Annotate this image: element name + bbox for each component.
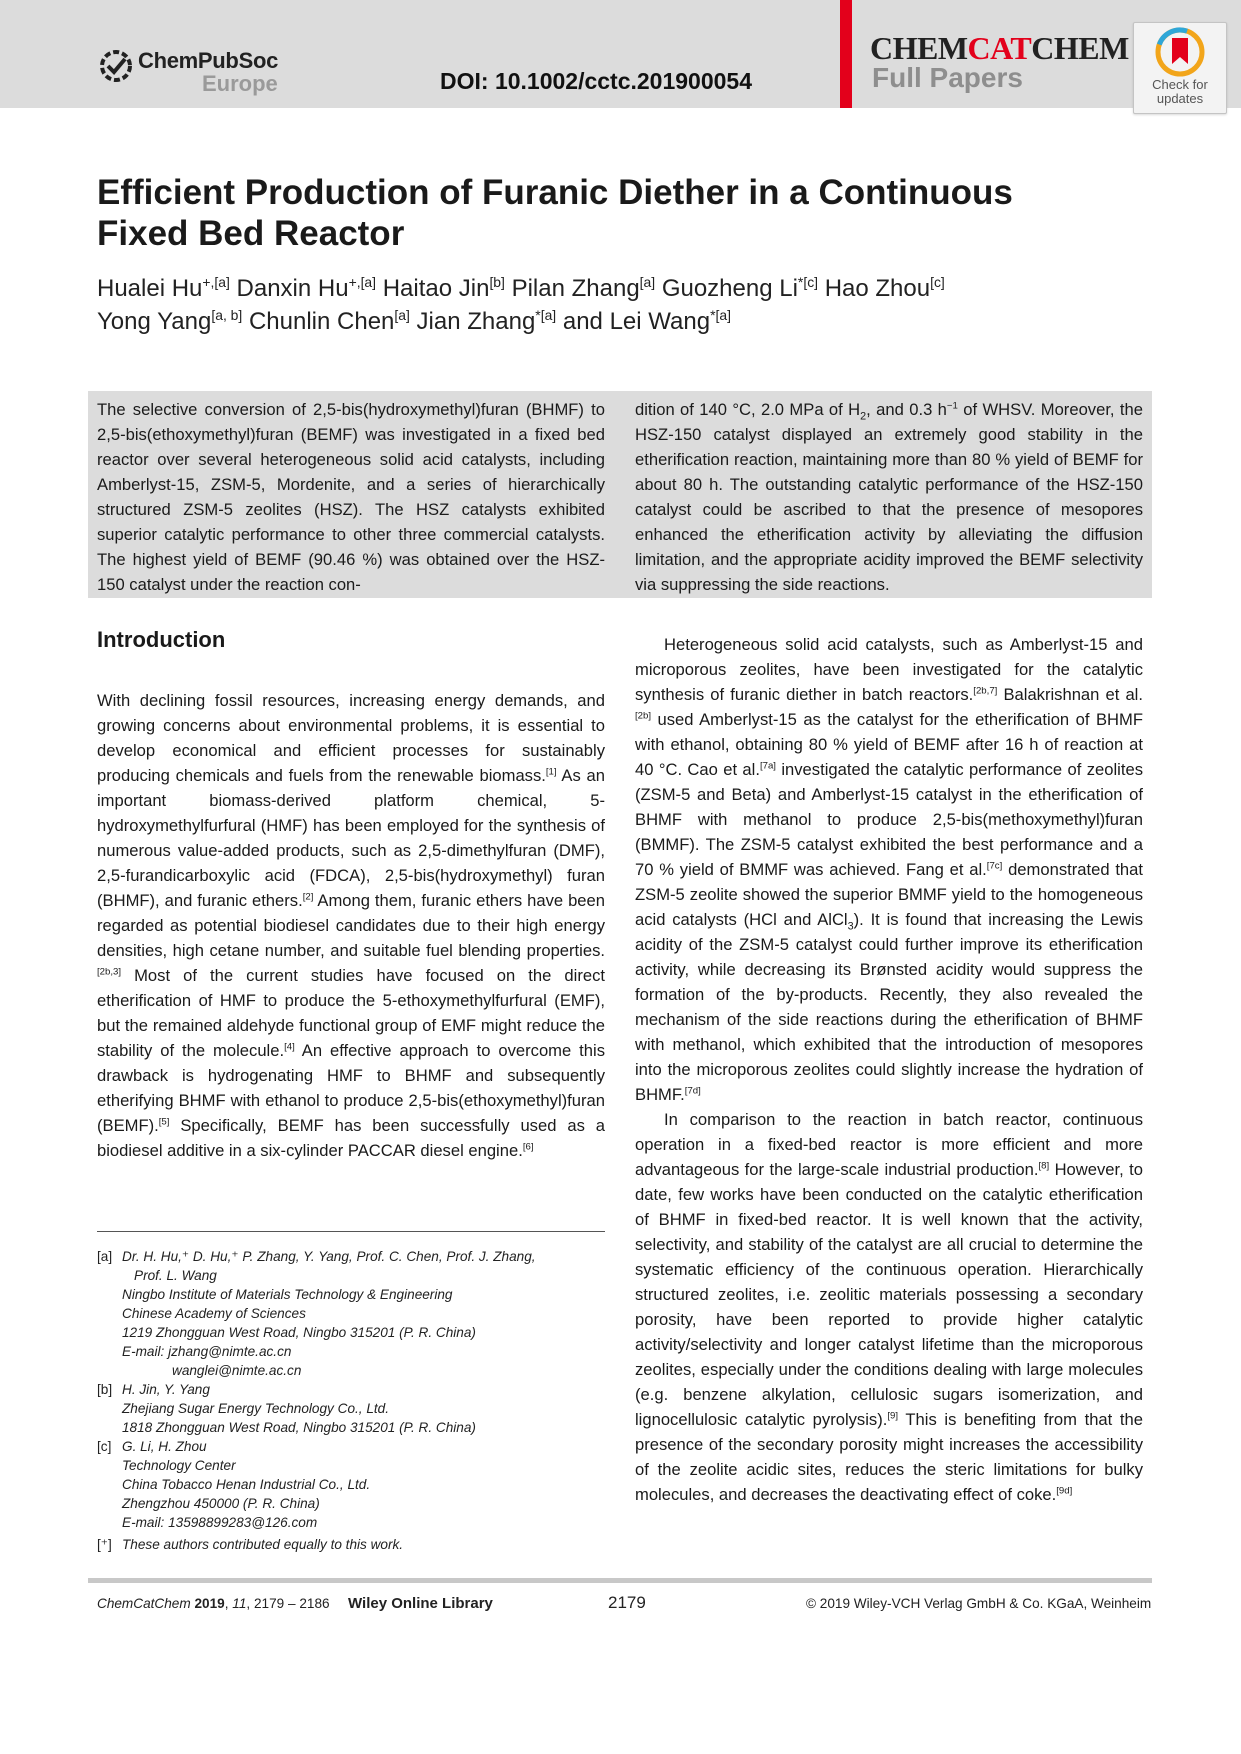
affiliation-label: [⁺] — [97, 1537, 112, 1552]
header-band — [0, 0, 1241, 108]
citation-ref[interactable]: [2b,7] — [973, 685, 998, 697]
affiliation-b — [97, 1380, 617, 1437]
affiliation-line: Zhejiang Sugar Energy Technology Co., Ltd. — [122, 1401, 390, 1416]
footer-divider — [88, 1578, 1152, 1583]
equal-contribution-note — [97, 1535, 617, 1554]
author[interactable]: Lei Wang$^{*[a]}$ — [609, 307, 731, 335]
check-for-updates-line2: updates — [1156, 91, 1204, 106]
affiliation-label: [a] — [97, 1249, 113, 1264]
paragraph: In comparison to the reaction in batch reactor, continuous operation in a fixed-bed reactor is more efficient and more advantageous for the large-scale industrial production.[8] However, to date, few works have been conducted on the catalytic etherification of BHMF in fixed-bed reactor. It is well known that the activity, selectivity, and stability of the catalyst are all crucial to determine the systematic efficiency of the continuous operation. Hierarchically structured zeolites, i.e. zeolitic materials possessing a secondary porosity, have been reported to provide higher catalytic activity/selectivity and longer catalyst lifetime than the microporous zeolites, especially under the conditions dealing with large molecules (e.g. benzene alkylation, cellulosic sugars isomerization, and lignocellulosic catalytic pyrolysis).[9] This is benefiting from that the presence of the secondary porosity might increases the accessibility of the zeolite acidic sites, reduces the steric limitations for bulky molecules, and decreases the deactivating effect of coke.[9d] — [635, 1110, 1144, 1504]
affiliation-names: Prof. L. Wang — [134, 1268, 217, 1283]
chempubsoc-logo-icon — [98, 48, 134, 84]
citation-ref[interactable]: [2] — [302, 891, 314, 903]
author[interactable]: Chunlin Chen[a] — [248, 307, 410, 335]
affiliation-names: H. Jin, Y. Yang — [122, 1382, 210, 1397]
body-column-right — [635, 632, 1143, 1507]
author[interactable]: Pilan Zhang[a] — [511, 274, 656, 302]
equal-contribution-text: These authors contributed equally to this work. — [122, 1537, 404, 1552]
paragraph: With declining fossil resources, increasing energy demands, and growing concerns about environmental problems, it is essential to develop economical and efficient processes for sustainably producing chemicals and fuels from the renewable biomass.[1] As an important biomass-derived platform chemical, 5-hydroxymethylfurfural (HMF) has been employed for the synthesis of numerous value-added products, such as 2,5-dimethylfuran (DMF), 2,5-furandicarboxylic acid (FDCA), 2,5-bis(hydroxymethyl) furan (BHMF), and furanic ethers.[2] Among them, furanic ethers have been regarded as potential biodiesel candidates due to their high energy densities, high cetane number, and suitable fuel blending properties.[2b,3] Most of the current studies have focused on the direct etherification of HMF to produce the 5-ethoxymethylfurfural (EMF), but the remained aldehyde functional group of EMF might reduce the stability of the molecule.[4] An effective approach to overcome this drawback is hydrogenating HMF to BHMF and subsequently etherifying BHMF with ethanol to produce 2,5-bis(ethoxymethyl)furan (BEMF).[5] Specifically, BEMF has been successfully used as a biodiesel additive in a six-cylinder PACCAR diesel engine.[6] — [97, 691, 605, 1160]
journal-name-part2: CAT — [967, 30, 1032, 66]
abstract-box — [88, 391, 1152, 598]
citation-ref[interactable]: [7d] — [684, 1085, 701, 1097]
paragraph: Heterogeneous solid acid catalysts, such as Amberlyst-15 and microporous zeolites, have been investigated for the catalytic synthesis of furanic diether in batch reactors.[2b,7] Balakrishnan et al.[2b] used Amberlyst-15 as the catalyst for the etherification of BHMF with ethanol, obtaining 80 % yield of BEMF after 16 h of reaction at 40 °C. Cao et al.[7a] investigated the catalytic performance of zeolites (ZSM-5 and Beta) and Amberlyst-15 catalyst in the etherification of BHMF with methanol to produce 2,5-bis(methoxymethyl)furan (BMMF). The ZSM-5 catalyst exhibited the best performance and a 70 % yield of BMMF was achieved. Fang et al.[7c] demonstrated that ZSM-5 zeolite showed the superior BMMF yield to the homogeneous acid catalysts (HCl and AlCl$_3$). It is found that increasing the Lewis acidity of the ZSM-5 catalyst could further improve its etherification activity, while decreasing its Brønsted acidity would suppress the formation of the by-products. Recently, they also revealed the mechanism of the side reactions during the etherification of BHMF with methanol, which exhibited that the introduction of mesopores into the microporous zeolites could slightly increase the hydration of BHMF.[7d] — [635, 635, 1144, 1104]
section-heading-introduction: Introduction — [97, 627, 226, 652]
publisher-logo[interactable] — [98, 46, 288, 96]
affiliation-label: [b] — [97, 1382, 113, 1397]
wiley-online-library-link[interactable]: Wiley Online Library — [348, 1595, 493, 1612]
publisher-name: ChemPubSoc — [138, 48, 279, 73]
affiliation-footnotes — [97, 1247, 617, 1554]
affiliation-names: Dr. H. Hu,⁺ D. Hu,⁺ P. Zhang, Y. Yang, Prof. C. Chen, Prof. J. Zhang, — [122, 1249, 536, 1264]
abstract-column-left: The selective conversion of 2,5-bis(hydroxymethyl)furan (BHMF) to 2,5-bis(ethoxymethyl)furan (BEMF) was investigated in a fixed bed reactor over several heterogeneous solid acid catalysts, including Amberlyst-15, ZSM-5, Mordenite, and a series of hierarchically structured ZSM-5 zeolites (HSZ). The HSZ catalysts exhibited superior catalytic performance to other three commercial catalysts. The highest yield of BEMF (90.46 %) was obtained over the HSZ-150 catalyst under the reaction con- — [97, 400, 605, 594]
author[interactable]: Hualei $Hu^{+,[a]}$ — [97, 274, 230, 302]
publisher-region: Europe — [202, 71, 278, 96]
citation-ref[interactable]: [7c] — [986, 860, 1003, 872]
citation-ref[interactable]: [6] — [522, 1141, 534, 1153]
journal-name-part3: CHEM — [1031, 30, 1129, 66]
author[interactable]: Jian Zhang$^{*[a]}$ — [416, 307, 557, 335]
author-list — [97, 272, 1137, 338]
citation-ref[interactable]: [2b,3] — [97, 966, 122, 978]
check-for-updates-icon — [1154, 26, 1206, 78]
affiliation-email[interactable]: E-mail: jzhang@nimte.ac.cn — [122, 1344, 292, 1359]
affiliation-line: Chinese Academy of Sciences — [122, 1306, 306, 1321]
author[interactable]: Yong Yang[a, b] — [97, 307, 243, 335]
page-number: 2179 — [608, 1593, 646, 1612]
journal-name-part1: CHEM — [870, 30, 968, 66]
citation-ref[interactable]: [8] — [1038, 1160, 1050, 1172]
affiliation-line: Ningbo Institute of Materials Technology & Engineering — [122, 1287, 453, 1302]
check-for-updates-line1: Check for — [1152, 77, 1208, 92]
citation-ref[interactable]: [9] — [887, 1410, 899, 1422]
affiliation-names: G. Li, H. Zhou — [122, 1439, 207, 1454]
article-title: Efficient Production of Furanic Diether in a Continuous Fixed Bed Reactor — [97, 173, 1013, 253]
affiliation-line: Zhengzhou 450000 (P. R. China) — [122, 1496, 320, 1511]
affiliation-email[interactable]: wanglei@nimte.ac.cn — [172, 1363, 302, 1378]
doi[interactable]: DOI: 10.1002/cctc.201900054 — [440, 68, 753, 94]
affiliation-line: Technology Center — [122, 1458, 236, 1473]
footnote-divider — [97, 1231, 605, 1232]
affiliation-line: China Tobacco Henan Industrial Co., Ltd. — [122, 1477, 371, 1492]
body-column-left — [97, 688, 605, 1163]
citation-ref[interactable]: [5] — [158, 1116, 170, 1128]
author[interactable]: Danxin $Hu^{+,[a]}$ — [236, 274, 377, 302]
footer-citation: ChemCatChem 2019, 11, 2179 – 2186 — [97, 1596, 330, 1611]
affiliation-line: 1219 Zhongguan West Road, Ningbo 315201 (P. R. China) — [122, 1325, 476, 1340]
affiliation-line: 1818 Zhongguan West Road, Ningbo 315201 (P. R. China) — [122, 1420, 476, 1435]
check-for-updates-button[interactable] — [1133, 22, 1227, 114]
affiliation-email[interactable]: E-mail: 13598899283@126.com — [122, 1515, 318, 1530]
affiliation-c — [97, 1437, 617, 1532]
copyright: © 2019 Wiley-VCH Verlag GmbH & Co. KGaA, Weinheim — [806, 1596, 1152, 1611]
accent-bar — [840, 0, 852, 108]
author-connector: and — [562, 308, 603, 335]
citation-ref[interactable]: [9d] — [1056, 1485, 1073, 1497]
author[interactable]: Haitao Jin[b] — [382, 274, 505, 302]
citation-ref[interactable]: [7a] — [759, 760, 776, 772]
citation-ref[interactable]: [4] — [284, 1041, 295, 1053]
affiliation-label: [c] — [97, 1439, 112, 1454]
abstract-column-right: dition of 140 °C, 2.0 MPa of $H_2$, and 0.3 $h^{-1}$ of WHSV. Moreover, the HSZ-150 catalyst displayed an extremely good stability in the etherification reaction, maintaining more than 80 % yield of BEMF for about 80 h. The outstanding catalytic performance of the HSZ-150 catalyst could be ascribed to that the presence of mesopores enhanced the etherification activity by alleviating the diffusion limitation, and the appropriate acidity improved the BEMF selectivity via suppressing the side reactions. — [635, 400, 1143, 594]
citation-ref[interactable]: [1] — [545, 766, 557, 778]
citation-ref[interactable]: [2b] — [635, 710, 652, 722]
author[interactable]: Guozheng $Li^{*[c]}$ — [661, 274, 819, 302]
author[interactable]: Hao Zhou[c] — [824, 274, 945, 302]
section-type: Full Papers — [872, 62, 1023, 93]
check-for-updates-label — [1134, 78, 1226, 106]
affiliation-a — [97, 1247, 617, 1380]
